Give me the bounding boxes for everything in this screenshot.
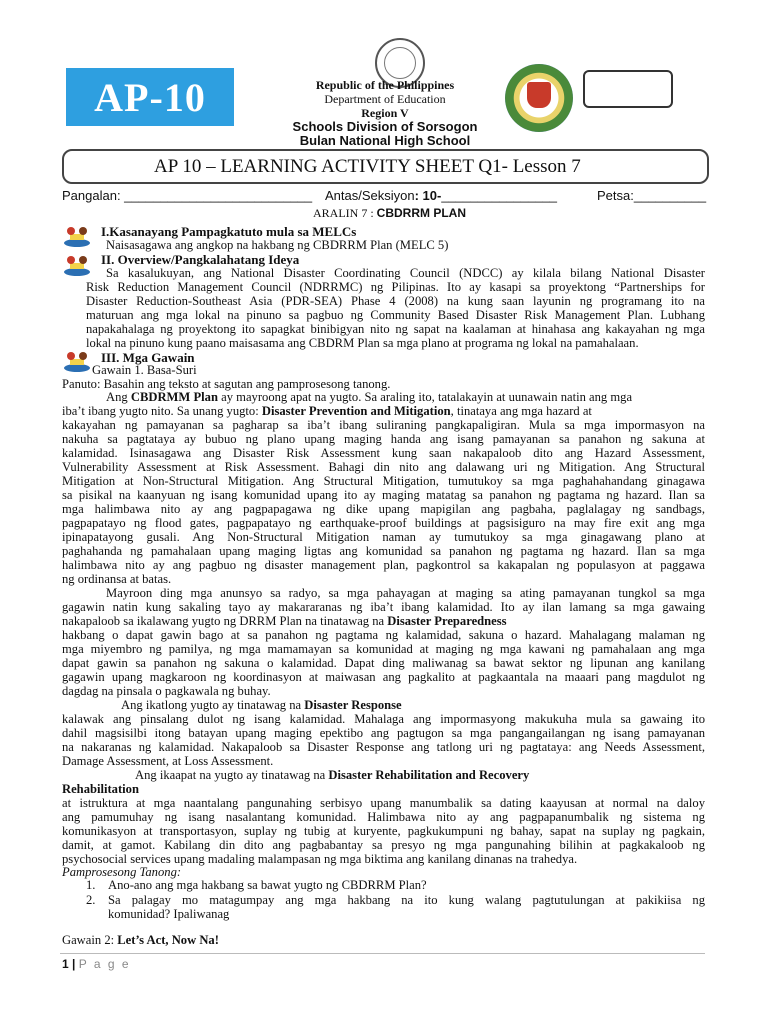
para-1-line: ng ordinansa at batas. — [62, 572, 172, 586]
question-2-cont: komunidad? Ipaliwanag — [108, 907, 230, 921]
para-1-line: sa pisikal na kaanyuan ng isang komunidad upang ito ay maging matatag sa panahon ng pagtama ng hazard. Ilan sa — [62, 488, 705, 502]
section-1-text: Naisasagawa ang angkop na hakbang ng CBDRRM Plan (MELC 5) — [106, 238, 449, 252]
reading-kids-icon — [62, 224, 92, 248]
para-1-line: Ang CBDRMM Plan ay mayroong apat na yugto. Sa araling ito, tatalakayin at uunawain natin ang mga — [106, 390, 633, 404]
questions-label: Pamprosesong Tanong: — [62, 865, 182, 879]
section-1-title: I.Kasanayang Pampagkatuto mula sa MELCs — [101, 224, 357, 239]
gawain-1-label: Gawain 1. Basa-Suri — [92, 363, 197, 377]
overview-line: Disaster Reduction-Southeast Asia (PDR-SEA) Phase 4 (2008) na kung saan layunin ng programang ito na — [86, 294, 705, 308]
name-field: Pangalan: __________________________ — [62, 188, 313, 203]
header-region: Region V — [361, 106, 409, 120]
footer-rule — [60, 953, 705, 954]
para-1-line: Mitigation at Non-Structural Mitigation. Ang Structural Mitigation, tumutukoy sa mga paghahahandang ginagawa — [62, 474, 705, 488]
para-2-line: gagawin natin kung sakaling tayo ay makararanas ng iba’t ibang kalamidad. Ito ay ilan lamang sa mga gawaing — [62, 600, 705, 614]
section-grade: : 10- — [414, 188, 442, 203]
question-2: Sa palagay mo matagumpay ang mga hakbang na ito kung walang pagtutulungan at pakikiisa ng — [108, 893, 705, 907]
para-2-line: hakbang o dapat gawin bago at sa panahon ng pagtama ng kalamidad, sakuna o hazard. Mahalagang malaman ng — [62, 628, 705, 642]
para-1-line: iba’t ibang yugto nito. Sa unang yugto: Disaster Prevention and Mitigation, tinataya ang mga hazard at — [62, 404, 592, 418]
overview-line: napakahalaga ng proyektong ito sapagkat binibigyan nito ng sapat na kaalaman at hinahasa ang kakayahan ng mga — [86, 322, 705, 336]
para-1-line: nakuha sa pagtataya ay bubuo ng plano upang maging handa ang isang pamayanan sa panahon ng sakuna at — [62, 432, 705, 446]
para-2-line: mga miyembro ng pamilya, ng mga mamamayan sa komunidad at maging ng mga kawani ng pamahalaan ang mga — [62, 642, 705, 656]
lesson-prefix: ARALIN 7 : — [313, 206, 374, 220]
para-2-line: Mayroon ding mga anunsyo sa radyo, sa mga pahayagan at maging sa ating pamayanan tungkol sa mga — [106, 586, 705, 600]
header-republic: Republic of the Philippines — [315, 78, 455, 92]
para-4-line: damit, at gamot. Kabilang din dito ang pagbabantay sa presyo ng mga pangunahing bilihin at pagkakaloob ng — [62, 838, 705, 852]
para-2-line: dagdag na pinsala o pagkawala ng buhay. — [62, 684, 271, 698]
panuto: Panuto: Basahin ang teksto at sagutan ang pamprosesong tanong. — [62, 377, 391, 391]
para-3-line: Damage Assessment, at Loss Assessment. — [62, 754, 274, 768]
school-logo — [505, 64, 573, 132]
question-2-number: 2. — [86, 893, 96, 907]
para-3-line: kalawak ang pinsalang dulot ng isang kalamidad. Mahalaga ang impormasyong makukuha mula sa gawaing ito — [62, 712, 705, 726]
badge-text: AP-10 — [94, 74, 206, 120]
subject-badge — [66, 68, 234, 126]
overview-line: Risk Reduction Management Council (NDRRMC) ng Pilipinas. Ito ay kasapi sa proyektong “Partnerships for — [86, 280, 705, 294]
reading-kids-icon — [62, 253, 92, 277]
para-2-line: dapat gawin sa panahon ng sakuna o kalamidad. Dapat ding maliwanag sa bawat sektor ng lipunan ang kanilang — [62, 656, 705, 670]
section-blank: ________________ — [441, 188, 558, 203]
question-1-number: 1. — [86, 878, 96, 892]
reading-kids-icon — [62, 349, 92, 373]
para-1-line: kalamidad. Isinasagawa ang Disaster Risk Assessment kung saan nakapaloob dito ang Hazard Assessment, — [62, 446, 705, 460]
date-field: Petsa:__________ — [597, 188, 707, 203]
lesson-heading — [313, 206, 466, 221]
para-1-line: kakayahan ng pamayanan sa pagharap sa iba’t ibang suliraning pangkapaligiran. Mula sa mga impormasyon na — [62, 418, 705, 432]
gawain-2-label: Gawain 2: Let’s Act, Now Na! — [62, 933, 219, 947]
para-2-line: nakapaloob sa ikalawang yugto ng DRRM Plan na tinatawag na Disaster Preparedness — [62, 614, 507, 628]
overview-line: Sa kasalukuyan, ang National Disaster Coordinating Council (NDCC) ay kilala bilang National Disaster — [106, 266, 705, 280]
para-3-line: na nakaranas ng kalamidad. Nakapaloob sa Disaster Response ang tatlong uri ng pagtataya: ang Needs Assessment, — [62, 740, 705, 754]
title-bar — [62, 149, 709, 184]
para-4-line: at istruktura at mga naantalang pangunahing serbisyo upang manumbalik sa dating kaayusan at normal na daloy — [62, 796, 705, 810]
section-field — [325, 188, 557, 203]
para-4-line: Rehabilitation — [62, 782, 139, 796]
para-4-line: komunikasyon at transportasyon, suplay ng tubig at kuryente, pagkukumpuni ng bahay, sapat na suplay ng pagkain, — [62, 824, 705, 838]
para-3-line: Ang ikatlong yugto ay tinatawag na Disaster Response — [121, 698, 402, 712]
sheet-title: AP 10 – LEARNING ACTIVITY SHEET Q1- Lesson 7 — [154, 156, 581, 177]
para-3-line: dahil magsisilbi itong batayan upang maging epektibo ang pagtugon sa mga pangangailangan ng isang pamayanan — [62, 726, 705, 740]
section-3-title: III. Mga Gawain — [101, 350, 195, 365]
para-4-line: ang pamumuhay ng isang nasalantang komunidad. Halimbawa nito ay ang pagpapanumbalik ng sistema ng — [62, 810, 705, 824]
para-4-line: Ang ikaapat na yugto ay tinatawag na Disaster Rehabilitation and Recovery — [135, 768, 530, 782]
para-1-line: mga halimbawa nito ay ang pagpapagawa ng dike upang mapigilan ang pagbaha, paglalagay ng sandbags, — [62, 502, 705, 516]
blank-box — [583, 70, 673, 108]
overview-line: lokal na pinuno kung paano maisasama ang CBDRM Plan sa mga plano at programa ng lokal na pamahalaan. — [86, 336, 639, 350]
para-2-line: gagawin upang magkaroon ng koordinasyon at maiwasan ang pagkalito at pagkaantala na maaari pang magdulot ng — [62, 670, 705, 684]
question-1: Ano-ano ang mga hakbang sa bawat yugto ng CBDRRM Plan? — [108, 878, 427, 892]
lesson-name: CBDRRM PLAN — [376, 206, 466, 220]
header-division: Schools Division of Sorsogon — [292, 119, 478, 134]
para-1-line: paghahanda ng pamahalaan upang maging ligtas ang komunidad sa panahon ng pagtama ng hazard. Ilan sa mga — [62, 544, 705, 558]
page-number: 1 | P a g e — [62, 957, 131, 971]
section-2-title: II. Overview/Pangkalahatang Ideya — [101, 252, 300, 267]
para-4-line: psychosocial services upang madaling malampasan ng mga biktima ang kanilang dinanas na trahedya. — [62, 852, 578, 866]
section-label: Antas/Seksiyon — [325, 188, 415, 203]
para-1-line: pagpapatayo ng flood gates, pagpapatayo ng earthquake-proof buildings at pagsisiguro na may fire exit ang mga — [62, 516, 705, 530]
overview-line: maturuan ang mga lokal na pinuno sa pagbuo ng Community Based Disaster Risk Management Plan. Lubhang — [86, 308, 705, 322]
header-school: Bulan National High School — [299, 133, 471, 148]
para-1-line: halimbawa nito ay ang pagbuo ng disaster management plan, pagkontrol sa kakapalan ng populasyon at paggawa — [62, 558, 705, 572]
para-1-line: Vulnerability Assessment at Risk Assessment. Bahagi din nito ang dalawang uri ng Mitigation. Ang Structural — [62, 460, 705, 474]
header-deped: Department of Education — [324, 92, 446, 106]
para-1-line: ipinapatayong gusali. Ang Non-Structural Mitigation naman ay tumutukoy sa mga ginagawang plano at — [62, 530, 705, 544]
